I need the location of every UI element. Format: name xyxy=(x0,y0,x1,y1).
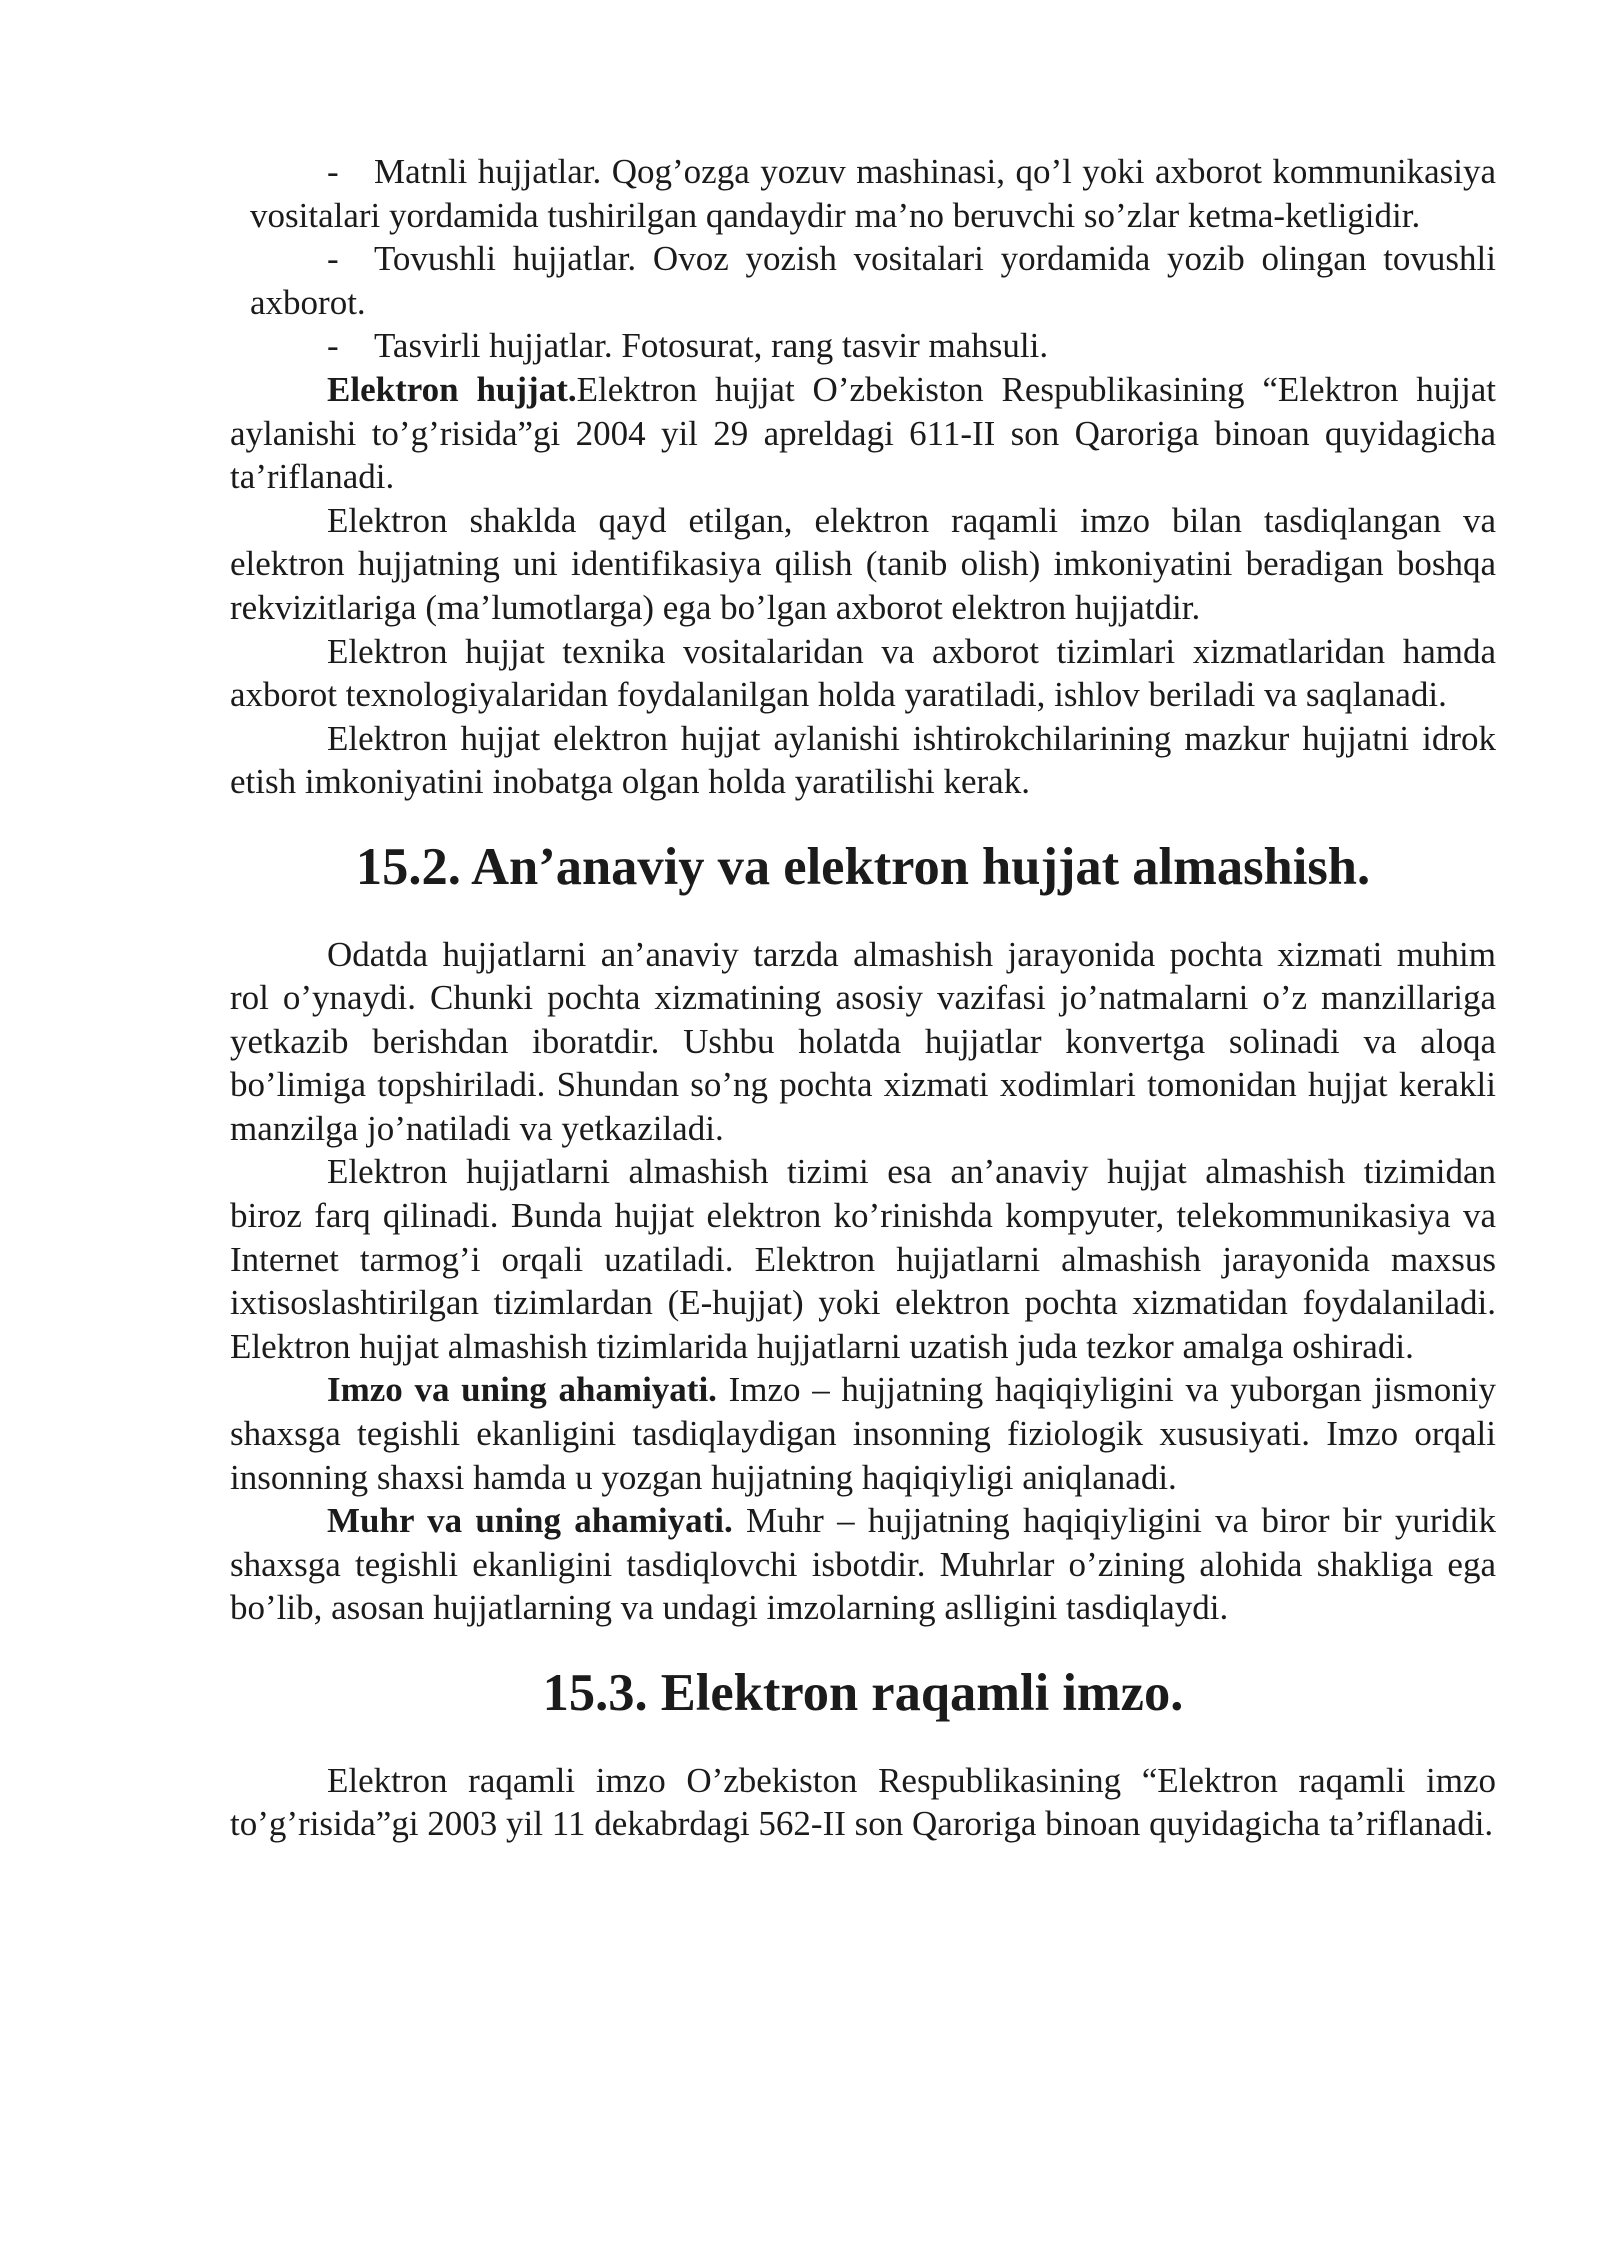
list-item-audio-documents xyxy=(230,237,1496,324)
list-item-text-documents xyxy=(230,150,1496,237)
paragraph-text: Imzo – hujjatning haqiqiyligini va yuborgan jismoniy shaxsga tegishli ekanligini tasdiqlaydigan insonning fiziologik xususiyati. Imzo orqali insonning shaxsi hamda u yozgan hujjatning haqiqiyligi aniqlanadi. xyxy=(230,1370,1496,1497)
paragraph: Elektron hujjat elektron hujjat aylanishi ishtirokchilarining mazkur hujjatni idrok etish imkoniyatini inobatga olgan holda yaratilishi kerak. xyxy=(230,718,1496,802)
list-dash: - xyxy=(327,326,339,366)
document-page xyxy=(230,150,1496,1846)
electronic-document-definition xyxy=(230,368,1496,499)
list-dash: - xyxy=(327,239,339,279)
paragraph: Elektron hujjat texnika vositalaridan va axborot tizimlari xizmatlaridan hamda axborot texnologiyalaridan foydalanilgan holda yaratiladi, ishlov beriladi va saqlanadi. xyxy=(230,631,1496,715)
paragraph: Odatda hujjatlarni an’anaviy tarzda almashish jarayonida pochta xizmati muhim rol o’ynaydi. Chunki pochta xizmatining asosiy vazifasi jo’natmalarni o’z manzillariga yetkazib berishdan iboratdir. Ushbu holatda hujjatlar konvertga solinadi va aloqa bo’limiga topshiriladi. Shundan so’ng pochta xizmati xodimlari tomonidan hujjat kerakli manzilga jo’natiladi va yetkaziladi. xyxy=(230,934,1496,1148)
list-item-text: Tovushli hujjatlar. Ovoz yozish vositalari yordamida yozib olingan tovushli axborot. xyxy=(250,239,1496,322)
seal-paragraph xyxy=(230,1499,1496,1630)
paragraph: Elektron shaklda qayd etilgan, elektron raqamli imzo bilan tasdiqlangan va elektron hujjatning uni identifikasiya qilish (tanib olish) imkoniyatini beradigan boshqa rekvizitlariga (ma’lumotlarga) ega bo’lgan axborot elektron hujjatdir. xyxy=(230,500,1496,627)
list-item-text: Tasvirli hujjatlar. Fotosurat, rang tasvir mahsuli. xyxy=(374,326,1049,366)
run-in-term: Elektron hujjat. xyxy=(327,369,577,409)
list-item-image-documents xyxy=(230,324,1496,368)
paragraph-text: Elektron hujjat O’zbekiston Respublikasining “Elektron hujjat aylanishi to’g’risida”gi 2004 yil 29 apreldagi 611-II son Qaroriga binoan quyidagicha ta’riflanadi. xyxy=(230,369,1496,497)
list-dash: - xyxy=(327,152,339,191)
section-heading-15-3: 15.3. Elektron raqamli imzo. xyxy=(542,1664,1184,1722)
paragraph-text: Muhr – hujjatning haqiqiyligini va biror bir yuridik shaxsga tegishli ekanligini tasdiqlovchi isbotdir. Muhrlar o’zining alohida shakliga ega bo’lib, asosan hujjatlarning va undagi imzolarning aslligini tasdiqlaydi. xyxy=(230,1501,1497,1628)
paragraph: Elektron hujjatlarni almashish tizimi esa an’anaviy hujjat almashish tizimidan biroz farq qilinadi. Bunda hujjat elektron ko’rinishda kompyuter, telekommunikasiya va Internet tarmog’i orqali uzatiladi. Elektron hujjatlarni almashish jarayonida maxsus ixtisoslashtirilgan tizimlardan (E-hujjat) yoki elektron pochta xizmatidan foydalaniladi. Elektron hujjat almashish tizimlarida hujjatlarni uzatish juda tezkor amalga oshiradi. xyxy=(230,1152,1496,1366)
paragraph: Elektron raqamli imzo O’zbekiston Respublikasining “Elektron raqamli imzo to’g’risida”gi 2003 yil 11 dekabrdagi 562-II son Qaroriga binoan quyidagicha ta’riflanadi. xyxy=(230,1760,1496,1844)
run-in-term: Muhr va uning ahamiyati. xyxy=(327,1501,733,1541)
signature-paragraph xyxy=(230,1368,1496,1499)
run-in-term: Imzo va uning ahamiyati. xyxy=(327,1370,717,1410)
section-heading-15-2: 15.2. An’anaviy va elektron hujjat almashish. xyxy=(355,837,1371,896)
list-item-text: Matnli hujjatlar. Qog’ozga yozuv mashinasi, qo’l yoki axborot kommunikasiya vositalari yordamida tushirilgan qandaydir ma’no beruvchi so’zlar ketma-ketligidir. xyxy=(250,152,1496,235)
